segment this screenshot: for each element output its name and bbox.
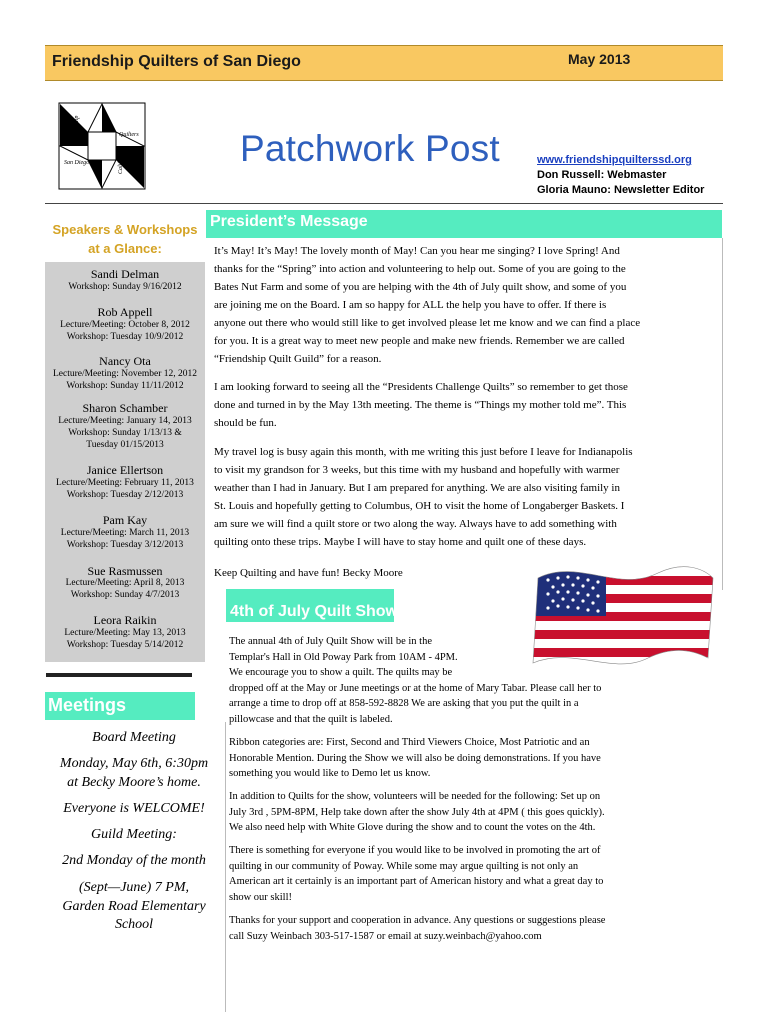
- speaker-name: Sue Rasmussen: [87, 564, 163, 578]
- text-line: There is something for everyone if you would like to be involved in promoting the art of: [229, 845, 601, 856]
- text-line: It’s May! It’s May! The lovely month of May! Can you hear me singing? I love Spring! And: [214, 245, 620, 257]
- speaker-name: Sharon Schamber: [82, 401, 168, 415]
- president-heading: President’s Message: [210, 213, 368, 230]
- text-line: for you. It is a great way to meet new people and make new friends. Remember we are called: [214, 335, 625, 347]
- speaker-name: Leora Raikin: [93, 613, 157, 627]
- organization-name: Friendship Quilters of San Diego: [52, 53, 301, 70]
- logo-text-california: California: [118, 148, 124, 174]
- meeting-line: Board Meeting: [92, 730, 176, 745]
- speaker-detail: Workshop: Tuesday 3/12/2013: [66, 540, 184, 550]
- speaker-detail: Workshop: Sunday 9/16/2012: [68, 282, 182, 292]
- meeting-line: 2nd Monday of the month: [62, 853, 206, 868]
- text-line: thanks for the “Spring” into action and volunteering to help out. Some of you are going to the: [214, 263, 626, 275]
- president-paragraph-1: [214, 242, 640, 368]
- meeting-line: at Becky Moore’s home.: [67, 775, 201, 790]
- meeting-line: (Sept—June) 7 PM,: [78, 880, 190, 895]
- text-line: anyone out there who would still like to get involved please let me know and we can find a place: [214, 317, 641, 329]
- president-signoff: Keep Quilting and have fun! Becky Moore: [214, 567, 403, 579]
- meetings-box: [45, 722, 226, 1012]
- text-line: “Friendship Quilt Guild” for a reason.: [214, 353, 382, 365]
- text-line: We also need help with White Glove during the show and to count the votes on the 4th.: [229, 822, 596, 833]
- speaker-name: Nancy Ota: [99, 354, 151, 368]
- text-line: done and turned in by the May 13th meeting. The theme is “Things my mother told me”. This: [214, 399, 627, 411]
- meeting-line: Guild Meeting:: [91, 827, 177, 842]
- text-line: show our skill!: [229, 891, 292, 903]
- speaker-detail: Lecture/Meeting: January 14, 2013: [58, 416, 192, 426]
- july-heading: 4th of July Quilt Show: [230, 603, 398, 620]
- speaker-detail: Workshop: Tuesday 5/14/2012: [66, 640, 184, 650]
- text-line: arrange a time to drop off at 858-592-8828 We are asking that you put the quilt in a: [229, 698, 579, 709]
- text-line: weather than I had in January. But I am prepared for anything. We are also visiting family in: [214, 482, 620, 494]
- text-line: quilting onto these trips. Maybe I will have to stay home and quilt one of these days.: [214, 536, 587, 548]
- speaker-detail: Workshop: Tuesday 10/9/2012: [66, 332, 184, 342]
- text-line: are joining me on the Board. I am so happy for ALL the help you have to offer. If there is: [214, 299, 607, 311]
- president-message-box: [206, 238, 723, 590]
- sidebar-divider: [46, 673, 192, 677]
- text-line: should be fun.: [214, 417, 277, 429]
- logo-text-san-diego: San Diego: [64, 160, 90, 166]
- speaker-name: Pam Kay: [102, 513, 148, 527]
- text-line: call Suzy Weinbach 303-517-1587 or email at suzy.weinbach@yahoo.com: [229, 930, 542, 942]
- speaker-detail: Lecture/Meeting: February 11, 2013: [56, 478, 194, 488]
- text-line: The annual 4th of July Quilt Show will be in the: [229, 636, 432, 647]
- meeting-line: Monday, May 6th, 6:30pm: [59, 756, 209, 771]
- speaker-detail: Lecture/Meeting: March 11, 2013: [60, 528, 190, 538]
- president-paragraph-2: [214, 378, 628, 432]
- text-line: St. Louis and hopefully getting to Columbus, OH to visit the home of Longaberger Baskets. I: [214, 500, 625, 512]
- speakers-heading: [45, 216, 205, 262]
- speaker-detail: Workshop: Sunday 4/7/2013: [70, 590, 180, 600]
- text-line: July 3rd , 5PM-8PM, Help take down after the show July 4th at 4PM ( this goes quickly).: [229, 806, 605, 818]
- logo-text-friendship: Friendship: [74, 115, 80, 142]
- speaker-detail: Lecture/Meeting: October 8, 2012: [60, 320, 190, 330]
- quilt-star-logo: [58, 102, 146, 190]
- website-link[interactable]: www.friendshipquilterssd.org: [537, 154, 692, 166]
- issue-date: May 2013: [568, 51, 631, 67]
- text-line: Honorable Mention. During the Show we will also be doing demonstrations. If you have: [229, 752, 601, 764]
- speaker-detail: Lecture/Meeting: April 8, 2013: [65, 578, 185, 588]
- masthead-divider: [45, 203, 723, 204]
- text-line: dropped off at the May or June meetings or at the home of Mary Tabar. Please call her to: [229, 682, 602, 694]
- speaker-detail: Workshop: Tuesday 2/12/2013: [66, 490, 184, 500]
- logo-text-quilters: Quilters: [119, 132, 139, 138]
- text-line: Thanks for your support and cooperation in advance. Any questions or suggestions please: [229, 915, 606, 926]
- president-paragraph-3: [214, 443, 633, 551]
- speaker-name: Janice Ellertson: [86, 463, 164, 477]
- july-paragraph-5: [229, 913, 605, 944]
- text-line: Templar's Hall in Old Poway Park from 10AM - 4PM.: [229, 651, 458, 663]
- text-line: to visit my grandson for 3 weeks, but this time with my husband and hopefully with warmer: [214, 464, 620, 476]
- text-line: I am looking forward to seeing all the “Presidents Challenge Quilts” so remember to get those: [214, 381, 628, 393]
- speaker-name: Sandi Delman: [90, 267, 160, 281]
- meeting-line: Everyone is WELCOME!: [63, 801, 205, 816]
- july-paragraph-4: [229, 843, 603, 905]
- text-line: American art it certainly is an important part of American history and what a great day to: [229, 876, 604, 887]
- speakers-box: [45, 262, 205, 662]
- speaker-name: Rob Appell: [97, 305, 153, 319]
- meeting-line: School: [114, 917, 154, 932]
- speaker-detail: Workshop: Sunday 11/11/2012: [66, 381, 184, 391]
- text-line: Ribbon categories are: First, Second and Third Viewers Choice, Most Patriotic and an: [229, 737, 590, 748]
- text-line: Bates Nut Farm and some of you are helping with the 4th of July quilt show, and some of you: [214, 281, 627, 293]
- meetings-heading: Meetings: [48, 695, 127, 715]
- meeting-line: Garden Road Elementary: [62, 899, 206, 914]
- text-line: am sure we will find a quilt store or two along the way. Always have to add something with: [214, 518, 617, 530]
- newsletter-title: Patchwork Post: [240, 128, 500, 169]
- text-line: something you would like to Demo let us know.: [229, 768, 431, 779]
- text-line: In addition to Quilts for the show, volunteers will be needed for the following: Set up on: [229, 791, 601, 802]
- text-line: quilting in our community of Poway. While some may argue quilting is not only an: [229, 860, 579, 872]
- editor-credit: Gloria Mauno: Newsletter Editor: [537, 184, 705, 196]
- july-paragraph-1: [229, 634, 601, 727]
- speaker-detail: Workshop: Sunday 1/13/13 &: [68, 428, 182, 438]
- text-line: pillowcase and that the quilt is labeled.: [229, 713, 393, 725]
- webmaster-credit: Don Russell: Webmaster: [537, 169, 667, 181]
- speaker-detail: Lecture/Meeting: November 12, 2012: [52, 369, 198, 379]
- july-paragraph-2: [229, 735, 601, 782]
- text-line: We encourage you to show a quilt. The quilts may be: [229, 667, 453, 678]
- july-paragraph-3: [229, 789, 605, 836]
- speaker-detail: Tuesday 01/15/2013: [86, 440, 164, 450]
- speakers-heading-line2: at a Glance:: [88, 241, 162, 256]
- text-line: My travel log is busy again this month, with me writing this just before I leave for Indianapolis: [214, 446, 633, 458]
- speakers-heading-line1: Speakers & Workshops: [52, 222, 198, 237]
- speaker-detail: Lecture/Meeting: May 13, 2013: [64, 628, 186, 638]
